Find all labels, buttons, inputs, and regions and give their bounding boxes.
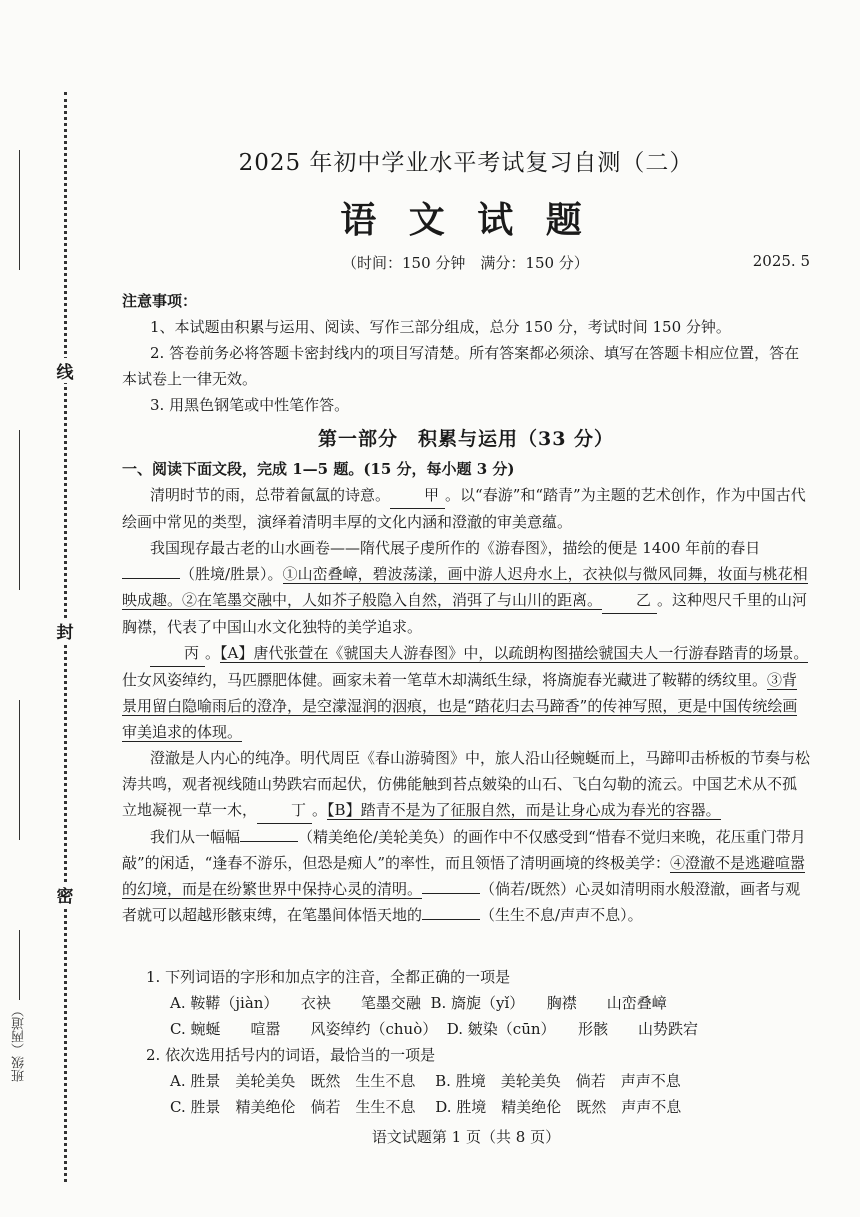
passage-paragraph-5 bbox=[122, 824, 810, 928]
notice-item-3: 3. 用黑色钢笔或中性笔作答。 bbox=[150, 396, 350, 414]
class-field[interactable] bbox=[8, 930, 30, 1086]
underlined-sentence-b: 【B】踏青不是为了征服自然，而是让身心成为春光的容器。 bbox=[327, 801, 721, 819]
passage-text: 我们从一幅幅 bbox=[150, 828, 241, 846]
passage-text: （胜境/胜景）。 bbox=[180, 565, 283, 583]
binding-margin bbox=[0, 0, 72, 1217]
blank-jia: 甲 bbox=[390, 482, 445, 509]
time-info: （时间：150 分钟 满分：150 分） bbox=[342, 254, 589, 272]
question-group-heading: 一、阅读下面文段，完成 1—5 题。(15 分，每小题 3 分) bbox=[122, 460, 515, 478]
blank-yi: 乙 bbox=[602, 587, 657, 614]
underlined-sentence-1-2: ①山峦叠嶂，碧波荡漾，画中游人迟舟水上，衣袂似与微风同舞，妆面与桃花相映成趣。②在笔墨交融中，人如芥子般隐入自然，消弭了与山川的距离。 bbox=[122, 565, 808, 609]
passage-text: （生生不息/声声不息）。 bbox=[480, 906, 643, 924]
notice-item-1: 1、本试题由积累与运用、阅读、写作三部分组成，总分 150 分，考试时间 150 分钟。 bbox=[150, 318, 731, 336]
blank-line bbox=[240, 841, 298, 842]
passage-text: 我国现存最古老的山水画卷——隋代展子虔所作的《游春图》，描绘的便是 1400 年前的春日 bbox=[150, 539, 761, 557]
passage-paragraph-4 bbox=[122, 745, 810, 824]
passage-text: 。 bbox=[205, 644, 221, 662]
reading-passage bbox=[122, 456, 810, 928]
passage-text: （精美绝伦/美轮美奂）的画作中不仅感受到“惜春不觉归来晚，花压重门带月敲”的闲适，“逢春不游乐，但恐是痴人”的率性，而且领悟了清明画境的终极美学： bbox=[122, 828, 806, 872]
exam-title: 2025 年初中学业水平考试复习自测（二） bbox=[238, 150, 694, 176]
passage-paragraph-2 bbox=[122, 535, 810, 640]
underlined-sentence-3: ③背景用留白隐喻雨后的澄净，是空濛湿润的洇痕，也是“踏花归去马蹄香”的传神写照，更是中国传统绘画审美追求的体现。 bbox=[122, 671, 798, 741]
passage-paragraph-1 bbox=[122, 482, 810, 535]
question-1-options-ab: A. 鞍鞯（jiàn） 衣袂 笔墨交融 B. 旖旎（yǐ） 胸襟 山峦叠嶂 bbox=[170, 994, 667, 1012]
blank-ding: 丁 bbox=[257, 797, 312, 824]
notice-heading: 注意事项： bbox=[122, 292, 198, 310]
page-footer: 语文试题第 1 页（共 8 页） bbox=[371, 1128, 561, 1146]
passage-text: 。以“春游”和“踏青”为主题的艺术创作，作为中国古代绘画中常见的类型，演绎着清明丰厚的文化内涵和澄澈的审美意蕴。 bbox=[122, 486, 806, 531]
passage-text: （倘若/既然）心灵如清明雨水般澄澈，画者与观者就可以超越形骸束缚，在笔墨间体悟天地的 bbox=[122, 880, 801, 924]
exam-date: 2025. 5 bbox=[752, 252, 810, 270]
number-field[interactable] bbox=[8, 430, 30, 590]
question-2-options-cd: C. 胜景 精美绝伦 倘若 生生不息 D. 胜境 精美绝伦 既然 声声不息 bbox=[170, 1098, 682, 1116]
passage-paragraph-3 bbox=[122, 640, 810, 745]
subject-title: 语 文 试 题 bbox=[340, 199, 592, 241]
part1-title: 第一部分 积累与运用（33 分） bbox=[317, 428, 615, 450]
name-field[interactable] bbox=[8, 150, 30, 270]
passage-text: 。 bbox=[312, 801, 328, 819]
passage-text: 澄澈是人内心的纯净。明代周臣《春山游骑图》中，旅人沿山径蜿蜒而上，马蹄叩击桥板的节奏与松涛共鸣，观者视线随山势跌宕而起伏，仿佛能触到苔点皴染的山石、飞白勾勒的流云。中国艺术从不孤立地凝视一草一木， bbox=[122, 749, 811, 819]
blank-line bbox=[422, 893, 480, 894]
school-field[interactable] bbox=[8, 700, 30, 840]
question-1: 1. 下列词语的字形和加点字的注音，全都正确的一项是 bbox=[146, 968, 511, 986]
question-2: 2. 依次选用括号内的词语，最恰当的一项是 bbox=[146, 1046, 436, 1064]
blank-line bbox=[422, 919, 480, 920]
seal-char-feng: 封 bbox=[54, 618, 76, 643]
blank-bing: 丙 bbox=[150, 640, 205, 667]
seal-char-xian: 线 bbox=[54, 358, 76, 383]
question-2-options-ab: A. 胜景 美轮美奂 既然 生生不息 B. 胜境 美轮美奂 倘若 声声不息 bbox=[170, 1072, 681, 1090]
passage-text: 仕女风姿绰约，马匹膘肥体健。画家未着一笔草木却满纸生绿，将旖旎春光藏进了鞍鞯的绣纹里。 bbox=[122, 671, 768, 689]
underlined-sentence-4: ④澄澈不是逃避喧嚣的幻境，而是在纷繁世界中保持心灵的清明。 bbox=[122, 854, 806, 898]
passage-text: 。这种咫尺千里的山河胸襟，代表了中国山水文化独特的美学追求。 bbox=[122, 591, 808, 636]
blank-line bbox=[122, 578, 180, 579]
class-field-label: 班级（两道） bbox=[11, 1004, 27, 1082]
notice-section bbox=[122, 288, 810, 418]
question-1-options-cd: C. 蜿蜒 喧嚣 风姿绰约（chuò） D. 皴染（cūn） 形骸 山势跌宕 bbox=[170, 1020, 699, 1038]
seal-char-mi: 密 bbox=[54, 882, 76, 907]
passage-text: 清明时节的雨，总带着氤氲的诗意。 bbox=[150, 486, 391, 504]
notice-item-2: 2. 答卷前务必将答题卡密封线内的项目写清楚。所有答案都必须涂、填写在答题卡相应位置，答在本试卷上一律无效。 bbox=[122, 344, 800, 388]
question-list bbox=[122, 964, 810, 1120]
underlined-sentence-a: 【A】唐代张萱在《虢国夫人游春图》中，以疏朗构图描绘虢国夫人一行游春踏青的场景。 bbox=[220, 644, 809, 662]
